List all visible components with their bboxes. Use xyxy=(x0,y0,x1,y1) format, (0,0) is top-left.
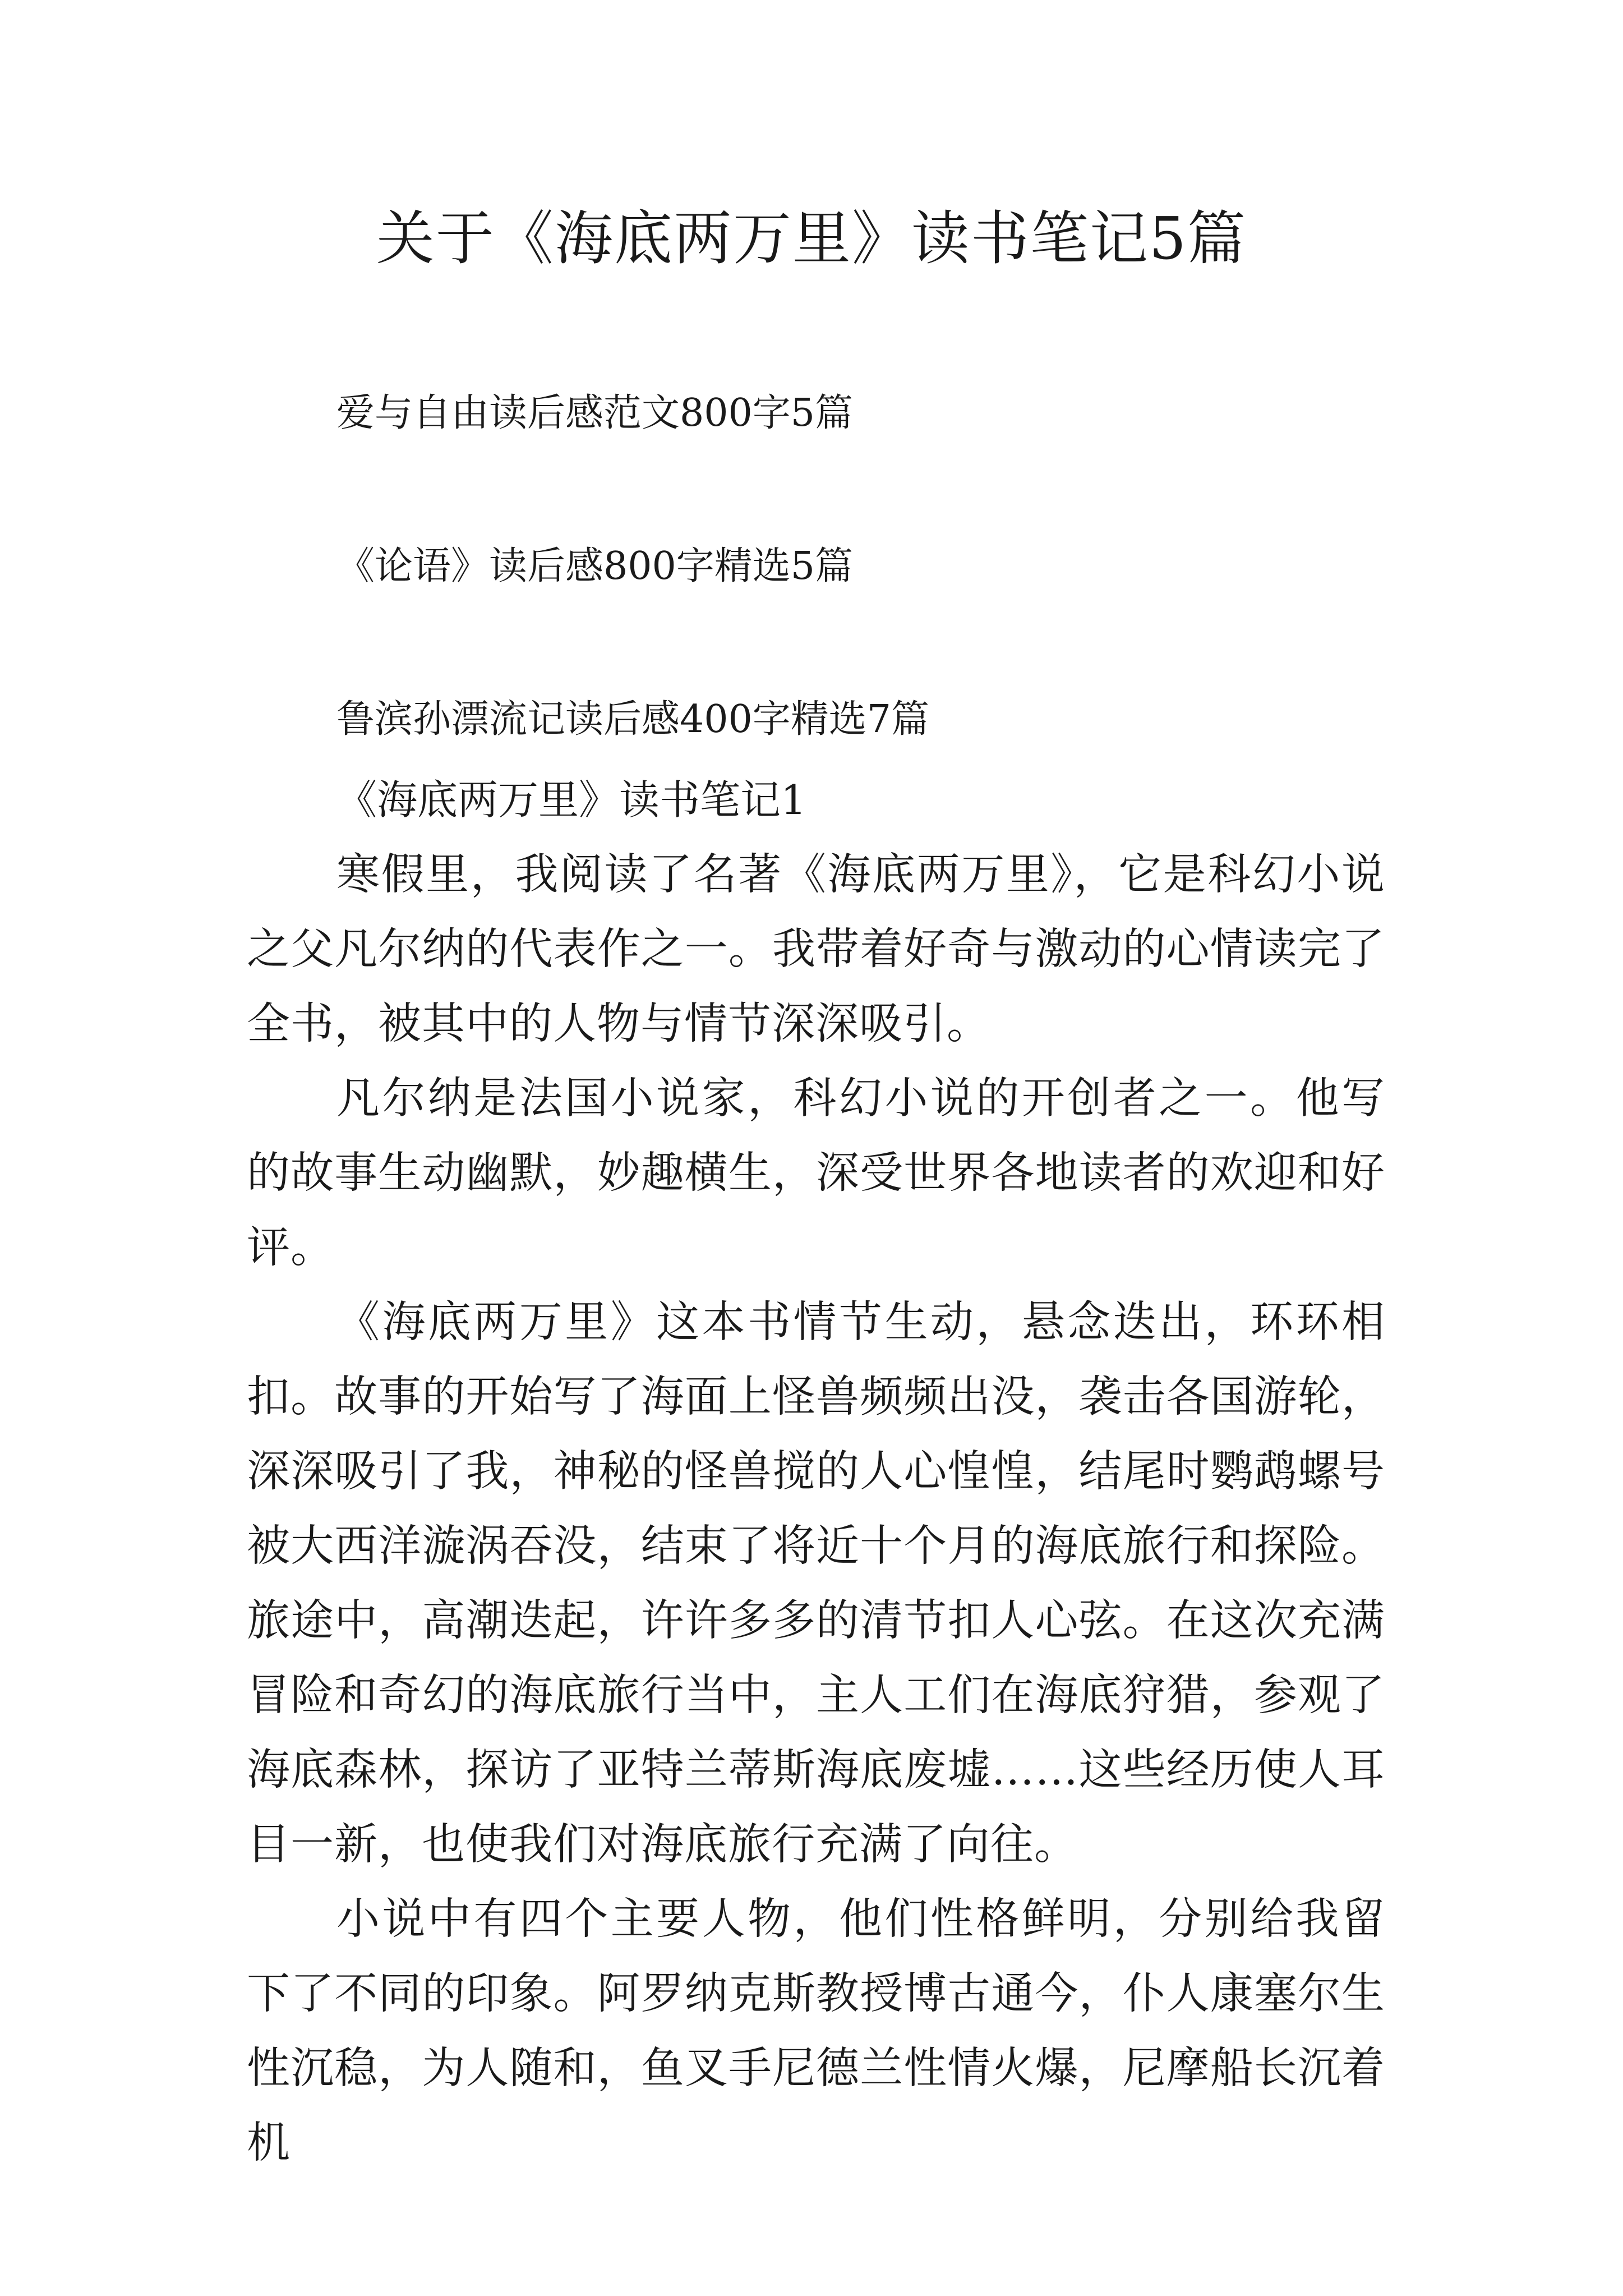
paragraph: 寒假里，我阅读了名著《海底两万里》，它是科幻小说之父凡尔纳的代表作之一。我带着好奇与激动的心情读完了全书，被其中的人物与情节深深吸引。 xyxy=(247,850,1385,1049)
related-article-link[interactable]: 爱与自由读后感范文800字5篇 xyxy=(336,391,854,435)
paragraph: 《海底两万里》这本书情节生动，悬念迭出，环环相扣。故事的开始写了海面上怪兽频频出没，袭击各国游轮，深深吸引了我，神秘的怪兽搅的人心惶惶，结尾时鹦鹉螺号被大西洋漩涡吞没，结束了将近十个月的海底旅行和探险。旅途中，高潮迭起，许许多多的清节扣人心弦。在这次充满冒险和奇幻的海底旅行当中，主人工们在海底狩猎，参观了海底森林，探访了亚特兰蒂斯海底废墟……这些经历使人耳目一新，也使我们对海底旅行充满了向往。 xyxy=(247,1297,1385,1870)
related-article-link[interactable]: 《论语》读后感800字精选5篇 xyxy=(336,544,854,588)
article-body xyxy=(247,763,1385,2180)
page-title: 关于《海底两万里》读书笔记5篇 xyxy=(376,204,1247,273)
paragraph: 小说中有四个主要人物，他们性格鲜明，分别给我留下了不同的印象。阿罗纳克斯教授博古通今，仆人康塞尔生性沉稳，为人随和，鱼叉手尼德兰性情火爆，尼摩船长沉着机 xyxy=(247,1894,1385,2168)
paragraph: 凡尔纳是法国小说家，科幻小说的开创者之一。他写的故事生动幽默，妙趣横生，深受世界各地读者的欢迎和好评。 xyxy=(247,1074,1385,1273)
section-heading: 《海底两万里》读书笔记1 xyxy=(336,776,806,823)
related-article-link[interactable]: 鲁滨孙漂流记读后感400字精选7篇 xyxy=(336,697,930,742)
